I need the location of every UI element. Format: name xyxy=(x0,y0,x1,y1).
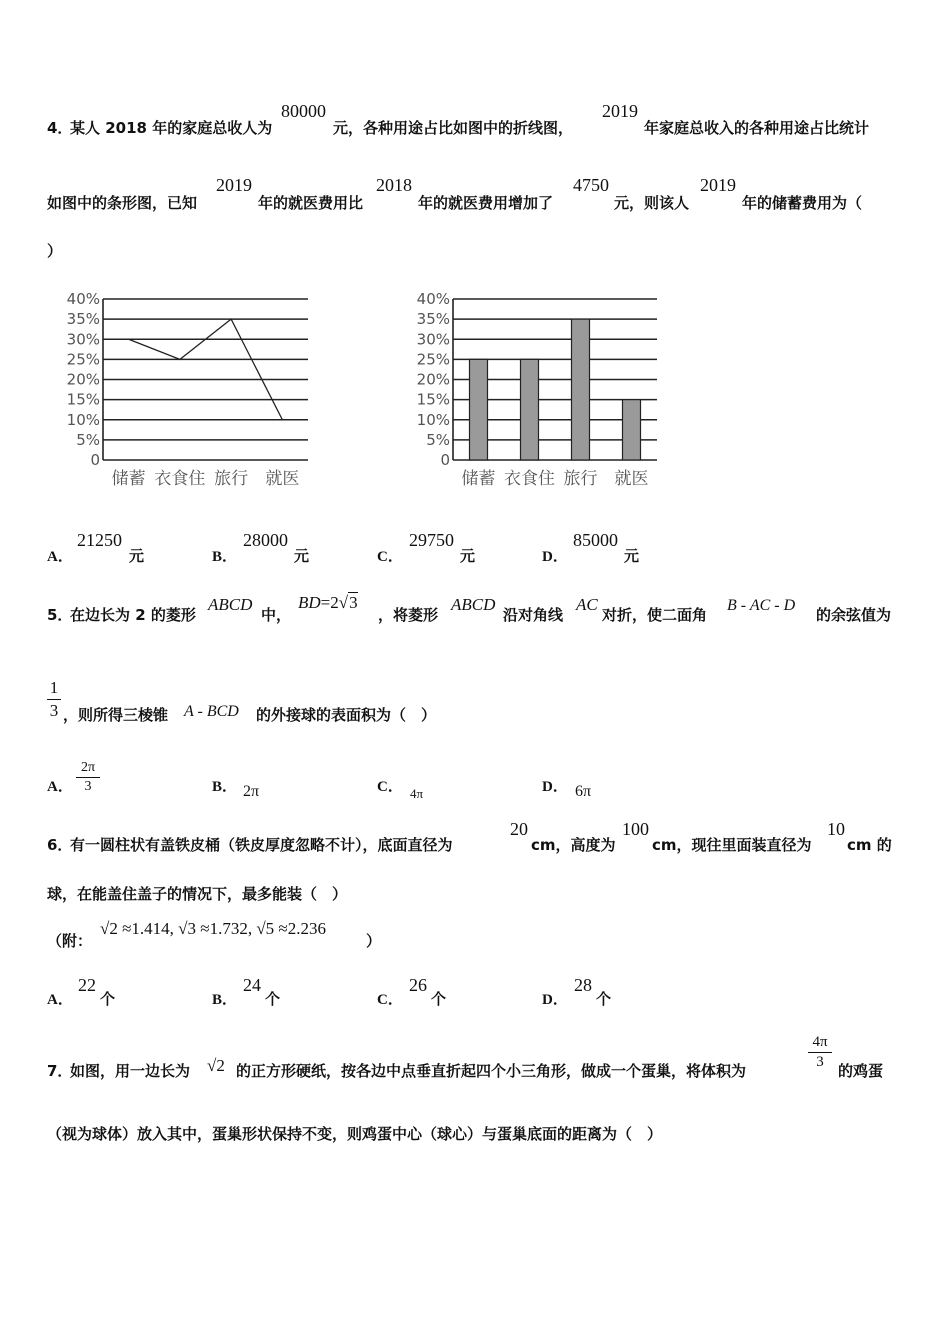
q6-note-close: ） xyxy=(366,932,382,950)
option-c-value: 29750 xyxy=(409,530,454,550)
q4-text-1a: 某人 2018 年的家庭总收人为 xyxy=(70,119,273,137)
q5-number: 5． xyxy=(47,606,73,624)
q6-diameter: 20 xyxy=(510,819,528,839)
y-tick-label: 35% xyxy=(416,310,450,329)
x-category-label: 旅行 xyxy=(563,469,598,489)
y-tick-label: 30% xyxy=(416,330,450,349)
bar-chart xyxy=(400,285,670,500)
option-b-label[interactable]: B． xyxy=(212,549,238,565)
q7-volume-fraction xyxy=(808,1034,832,1071)
q6-cm-3: cm 的 xyxy=(847,836,892,854)
q4-year-2019: 2019 xyxy=(602,101,638,121)
q6-note-open: （附： xyxy=(47,932,93,950)
y-tick-label: 25% xyxy=(416,350,450,369)
q5-eq: = xyxy=(320,593,331,612)
q5-dihedral: B - AC - D xyxy=(727,597,796,614)
q7-number: 7． xyxy=(47,1062,73,1080)
option-d-unit: 个 xyxy=(596,990,612,1008)
y-tick-label: 0 xyxy=(90,451,100,469)
y-tick-label: 35% xyxy=(66,310,100,329)
q4-year-2019: 2019 xyxy=(216,175,252,195)
option-d-value: 28 xyxy=(574,975,592,995)
q4-text-2c: 年的就医费用增加了 xyxy=(418,194,554,212)
y-tick-label: 0 xyxy=(440,451,450,469)
q4-number: 4． xyxy=(47,119,73,137)
x-category-label: 就医 xyxy=(614,469,649,489)
option-c-value: 4π xyxy=(410,786,424,801)
q5-ac: AC xyxy=(576,595,598,614)
q5-text-5: 对折，使二面角 xyxy=(602,606,708,624)
x-category-label: 旅行 xyxy=(214,469,249,489)
q5-text-4: 沿对角线 xyxy=(503,606,564,624)
q7-vol-num: 4π xyxy=(812,1034,828,1050)
q6-text-2: 球，在能盖住盖子的情况下，最多能装（ ） xyxy=(47,885,348,903)
option-b-value: 28000 xyxy=(243,530,288,550)
y-tick-label: 15% xyxy=(66,390,100,409)
q5-text-2: 中， xyxy=(261,606,292,624)
option-a-unit: 个 xyxy=(100,990,116,1008)
option-c-value: 26 xyxy=(409,975,427,995)
option-c-label[interactable]: C． xyxy=(377,779,403,795)
q7-side: √2 xyxy=(207,1056,225,1075)
option-c-label[interactable]: C． xyxy=(377,549,403,565)
x-category-label: 储蓄 xyxy=(461,469,496,489)
q7-text-1: 如图，用一边长为 xyxy=(70,1062,191,1080)
option-b-value: 2π xyxy=(243,783,260,800)
y-tick-label: 5% xyxy=(76,430,100,449)
bar xyxy=(623,400,641,460)
q5-two: 2 xyxy=(330,593,339,612)
option-b-unit: 个 xyxy=(265,990,281,1008)
q4-income: 80000 xyxy=(281,101,326,121)
q5-bd-expression: BD=2√3 xyxy=(298,593,358,612)
line-chart xyxy=(55,285,325,500)
bar xyxy=(521,359,539,460)
q4-year-2019: 2019 xyxy=(700,175,736,195)
q5-text-6: 的余弦值为 xyxy=(816,606,892,624)
q5-frac-den: 3 xyxy=(49,701,59,720)
option-a-value: 22 xyxy=(78,975,96,995)
q4-text-3: ） xyxy=(47,242,63,260)
q4-year-2018: 2018 xyxy=(376,175,412,195)
q6-height: 100 xyxy=(622,819,649,839)
x-category-label: 储蓄 xyxy=(111,469,146,489)
y-tick-label: 40% xyxy=(416,290,450,308)
q5-three: 3 xyxy=(349,593,358,612)
q5-pyramid: A - BCD xyxy=(184,703,239,720)
y-tick-label: 20% xyxy=(66,370,100,389)
option-c-label[interactable]: C． xyxy=(377,992,403,1008)
q4-text-1b: 元，各种用途占比如图中的折线图， xyxy=(333,119,574,137)
q5-abcd: ABCD xyxy=(451,595,496,614)
line-point xyxy=(282,419,284,421)
option-b-unit: 元 xyxy=(294,547,310,565)
y-tick-label: 30% xyxy=(66,330,100,349)
q7-text-2: 的正方形硬纸，按各边中点垂直折起四个小三角形，做成一个蛋巢，将体积为 xyxy=(236,1062,747,1080)
q7-text-4: （视为球体）放入其中，蛋巢形状保持不变，则鸡蛋中心（球心）与蛋巢底面的距离为（ ） xyxy=(47,1125,663,1143)
option-a-label[interactable]: A． xyxy=(47,992,73,1008)
q4-text-1c: 年家庭总收入的各种用途占比统计 xyxy=(644,119,870,137)
y-tick-label: 15% xyxy=(416,390,450,409)
option-a-den: 3 xyxy=(84,779,92,794)
option-d-value: 6π xyxy=(575,783,592,800)
q7-vol-den: 3 xyxy=(816,1054,824,1070)
q6-ball-diameter: 10 xyxy=(827,819,845,839)
q7-text-3: 的鸡蛋 xyxy=(838,1062,884,1080)
option-a-unit: 元 xyxy=(129,547,145,565)
option-a-label[interactable]: A． xyxy=(47,779,73,795)
q6-number: 6． xyxy=(47,836,73,854)
bar xyxy=(572,319,590,460)
line-point xyxy=(179,359,181,361)
q4-text-2e: 年的储蓄费用为（ xyxy=(742,194,863,212)
y-tick-label: 5% xyxy=(426,430,450,449)
option-c-unit: 元 xyxy=(460,547,476,565)
option-a-num: 2π xyxy=(80,760,96,775)
q5-bd: BD xyxy=(298,593,321,612)
q6-cm-2: cm，现往里面装直径为 xyxy=(652,836,812,854)
option-d-label[interactable]: D． xyxy=(542,549,568,565)
q5-fraction xyxy=(47,678,61,721)
y-tick-label: 20% xyxy=(416,370,450,389)
option-b-label[interactable]: B． xyxy=(212,779,238,795)
bar xyxy=(470,359,488,460)
x-category-label: 衣食住 xyxy=(504,469,555,489)
x-category-label: 衣食住 xyxy=(154,469,206,489)
option-d-label[interactable]: D． xyxy=(542,992,568,1008)
y-tick-label: 25% xyxy=(66,350,100,369)
option-b-label[interactable]: B． xyxy=(212,992,238,1008)
line-point xyxy=(128,338,130,340)
option-c-unit: 个 xyxy=(431,990,447,1008)
option-a-label[interactable]: A． xyxy=(47,549,73,565)
option-b-value: 24 xyxy=(243,975,261,995)
option-d-label[interactable]: D． xyxy=(542,779,568,795)
q4-text-2d: 元，则该人 xyxy=(614,194,690,212)
q4-text-2b: 年的就医费用比 xyxy=(258,194,364,212)
q6-text-1: 有一圆柱状有盖铁皮桶（铁皮厚度忽略不计），底面直径为 xyxy=(70,836,453,854)
q4-increase: 4750 xyxy=(573,175,609,195)
option-d-unit: 元 xyxy=(624,547,640,565)
q5-abcd: ABCD xyxy=(208,595,253,614)
q5-text-3: ，将菱形 xyxy=(378,606,439,624)
line-series xyxy=(129,319,283,420)
x-category-label: 就医 xyxy=(265,469,300,489)
y-tick-label: 10% xyxy=(66,410,100,429)
y-tick-label: 10% xyxy=(416,410,450,429)
q5-text-1: 在边长为 2 的菱形 xyxy=(70,606,196,624)
q6-cm-1: cm，高度为 xyxy=(531,836,616,854)
q6-note-math: √2 ≈1.414, √3 ≈1.732, √5 ≈2.236 xyxy=(100,919,326,938)
q5-frac-num: 1 xyxy=(49,678,59,697)
line-point xyxy=(230,318,232,320)
y-tick-label: 40% xyxy=(66,290,100,308)
q5-text-8: 的外接球的表面积为（ ） xyxy=(256,706,437,724)
q5-text-7: ，则所得三棱锥 xyxy=(63,706,169,724)
option-a-fraction xyxy=(76,760,100,795)
q4-text-2a: 如图中的条形图，已知 xyxy=(47,194,198,212)
option-a-value: 21250 xyxy=(77,530,122,550)
option-d-value: 85000 xyxy=(573,530,618,550)
